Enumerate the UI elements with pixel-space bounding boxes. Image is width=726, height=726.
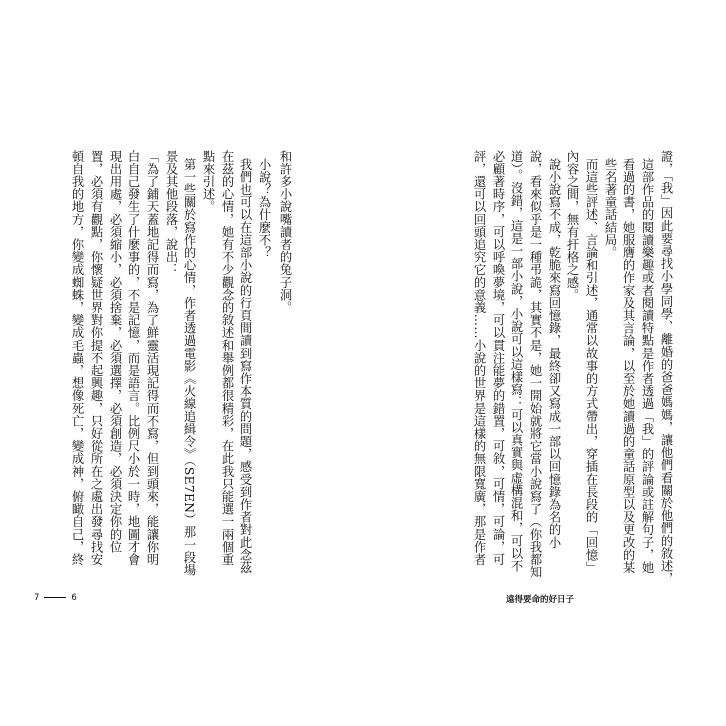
right-page (363, 0, 726, 726)
left-quote-column-4: 置，必須有觀點，你懷疑世界對你提不起興趣，只好從所在之處出發尋找安 (89, 150, 103, 566)
left-quote-column-1: 「為了鋪天蓋地記得而寫，為了鮮靈活現記得而不寫，但到頭來，能讓你明 (145, 150, 159, 566)
right-text-column-5: 而這些評述、言論和引述，通常以故事的方式帶出，穿插在長段的「回憶」 (584, 158, 598, 574)
left-text-column-2: 小說？為什麼不？ (257, 158, 271, 259)
left-text-column-7: 景及其他段落，說出： (164, 150, 178, 276)
folio-number-6: 6 (71, 593, 77, 603)
left-quote-column-5: 頓自我的地方，你變成蜘蛛，變成毛蟲，想像死亡，變成神，俯瞰自己，終 (70, 150, 84, 566)
folio-number-7: 7 (34, 593, 40, 603)
right-text-column-6: 內容之間，無有扞格之感。 (565, 150, 579, 302)
page-folio (34, 593, 77, 603)
right-text-column-3: 看過的書，她服膺的作家及其言論，以至於她讀過的童話原型以及更改的某 (621, 158, 635, 574)
left-text-column-5: 點來引述。 (201, 150, 215, 213)
folio-rule (44, 597, 66, 598)
left-quote-column-3: 現出用處，必須縮小，必須捨棄，必須選擇，必須創造，必須決定你的位 (108, 150, 122, 554)
left-quote-column-2: 白自己發生了什麼事的，不是記憶，而是語言。比例尺小於一時，地圖才會 (126, 150, 140, 566)
running-title: 遠得要命的好日子 (506, 595, 575, 605)
right-text-column-11: 評，還可以回頭追究它的意義……小說的世界是這樣的無限寬廣，那是作者 (472, 150, 486, 566)
right-text-column-10: 必顧著時序，可以呼喚夢境，可以貫注能夢的錯置，可敘，可情，可論，可 (491, 150, 505, 566)
left-text-column-3: 我們也可以在這部小說的行頁間讀到寫作本質的問題，感受到作者對此念茲 (238, 158, 252, 574)
left-text-column-1: 和許多小說嘴讀者的兔子洞。 (278, 150, 292, 314)
right-text-column-9: 道）。沒錯，這是一部小說，小說可以這樣寫：可以真實與虛構混和，可以不 (509, 150, 523, 573)
left-text-column-4: 在茲的心情，她有不少觀念的敘述和舉例都很精彩，在此我只能選一兩個重 (220, 150, 234, 566)
right-text-column-7: 說小說寫不成，乾脆來寫回憶錄，最終卻又寫成一部以回憶錄為名的小 (547, 158, 561, 549)
right-text-column-8: 說，看來似乎是一種弔詭，其實不是，她一開始就將它當小說寫了（你我都知 (528, 150, 542, 579)
left-text-column-6: 第一些關於寫作的心情，作者透過電影《火線追緝令》（SE7EN）那一段場 (182, 158, 196, 577)
right-text-column-2: 這部作品的閱讀樂趣或者閱讀特點是作者透過「我」的評論或註解句子，她 (640, 158, 654, 574)
right-text-column-4: 些名著童話結局。 (603, 158, 617, 259)
right-text-column-1: 證，「我」因此要尋找小學同學、離婚的爸爸媽媽，讓他們看關於他們的敘述， (659, 150, 673, 585)
